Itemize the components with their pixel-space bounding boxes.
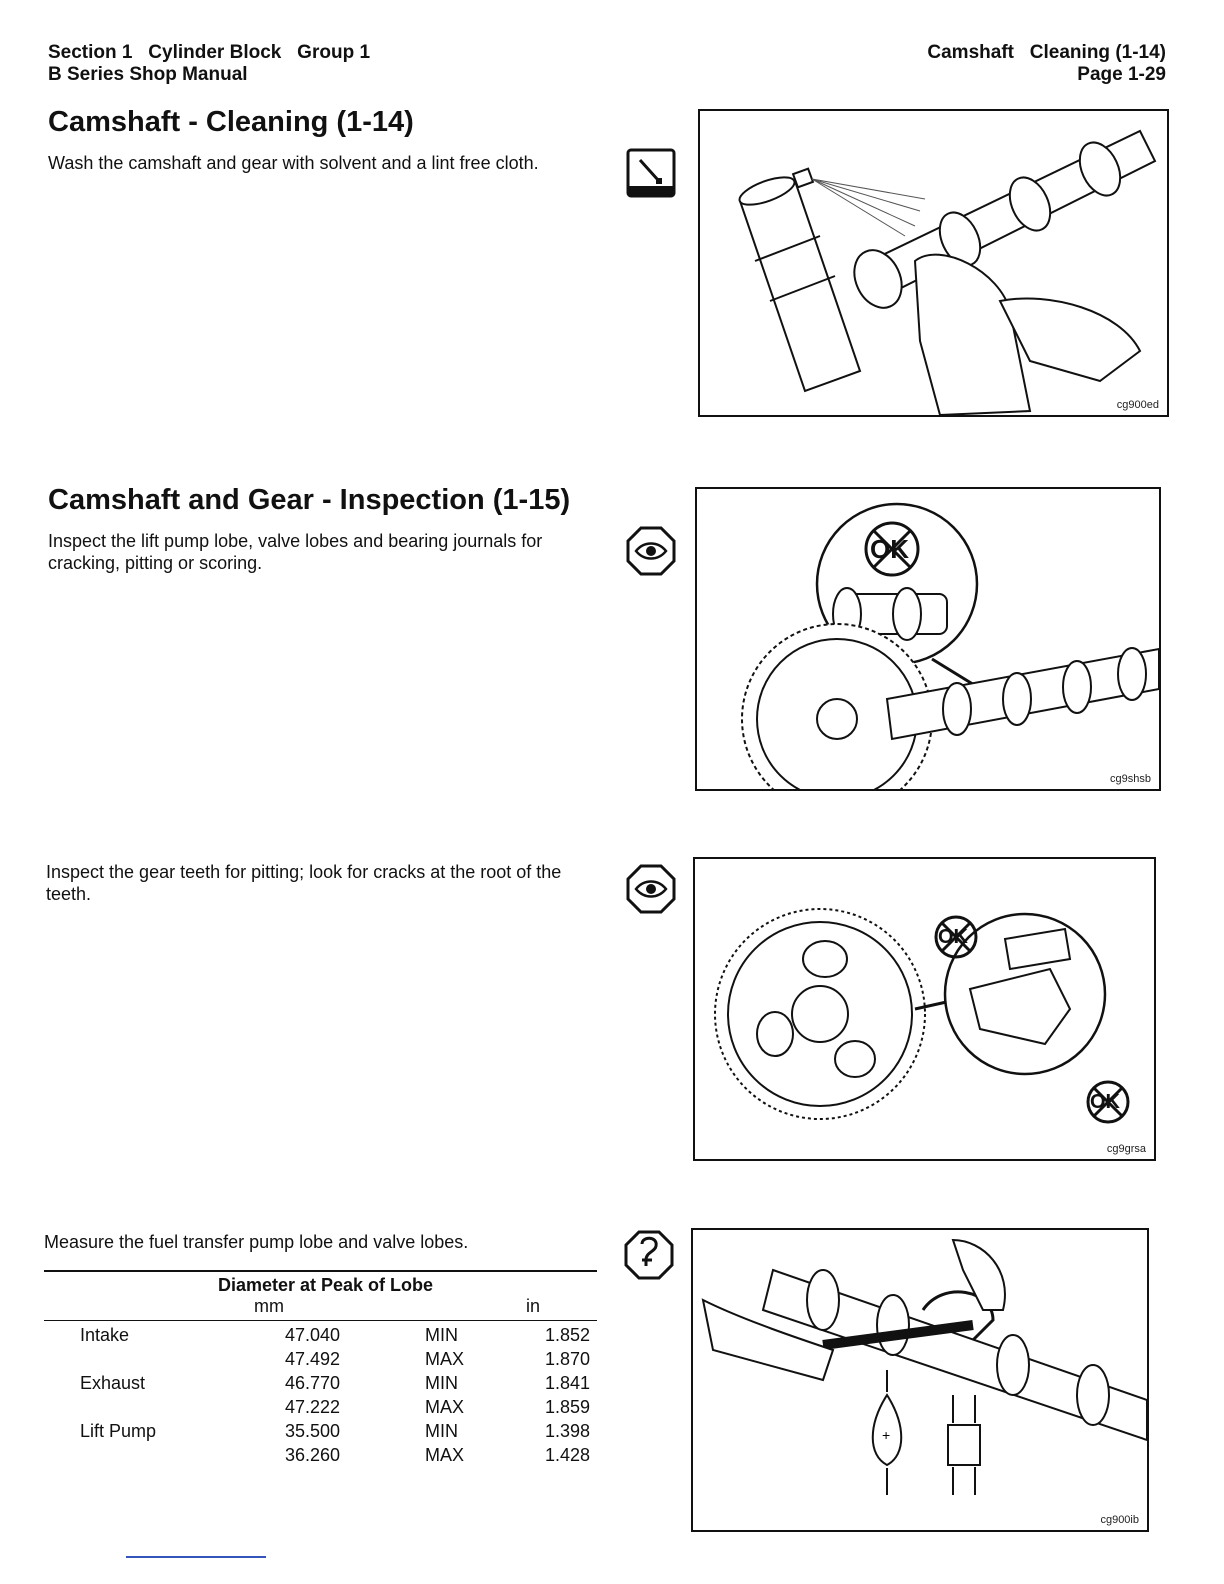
section-text-cleaning: Wash the camshaft and gear with solvent and a lint free cloth. <box>48 153 539 173</box>
row-in: 1.870 <box>545 1348 591 1369</box>
row-mm: 36.260 <box>285 1444 341 1465</box>
row-mm: 47.492 <box>285 1348 341 1369</box>
unit-mm: mm <box>254 1296 284 1316</box>
section-text-measure: Measure the fuel transfer pump lobe and valve lobes. <box>44 1232 469 1252</box>
table-row <box>44 1323 590 1347</box>
section-title-inspection: Camshaft and Gear - Inspection (1-15) <box>48 484 571 516</box>
row-label <box>44 1347 285 1371</box>
row-label: Lift Pump <box>80 1420 157 1441</box>
row-label: Intake <box>80 1324 130 1345</box>
header-manual: B Series Shop Manual <box>48 64 248 85</box>
row-in: 1.841 <box>545 1372 591 1393</box>
not-ok-label: OK <box>870 534 909 564</box>
row-label: Exhaust <box>80 1372 146 1393</box>
row-in: 1.859 <box>545 1396 591 1417</box>
not-ok-label: OK <box>938 926 968 948</box>
row-mm: 47.222 <box>285 1396 341 1417</box>
row-in: 1.852 <box>545 1324 591 1345</box>
figure-id-measure: cg900ib <box>1100 1514 1139 1526</box>
inspect-eye-icon <box>626 526 676 576</box>
row-limit: MAX <box>425 1396 465 1417</box>
header-section: Section 1 Cylinder Block Group 1 <box>48 42 371 63</box>
unit-in: in <box>526 1296 541 1316</box>
row-label <box>44 1395 285 1419</box>
not-ok-symbol <box>933 914 979 960</box>
spray-can <box>736 169 860 391</box>
spec-table-title: Diameter at Peak of Lobe <box>217 1275 434 1295</box>
row-in: 1.398 <box>545 1420 591 1441</box>
section-title-cleaning: Camshaft - Cleaning (1-14) <box>48 106 414 138</box>
inspect-eye-icon <box>626 864 676 914</box>
figure-id-gear: cg9grsa <box>1106 1143 1146 1155</box>
row-limit: MIN <box>425 1420 458 1441</box>
figure-gear-inspection <box>693 857 1156 1161</box>
table-row <box>44 1443 590 1467</box>
table-row <box>44 1419 590 1443</box>
row-limit: MAX <box>425 1444 465 1465</box>
cleaning-icon <box>626 148 676 198</box>
row-mm: 47.040 <box>285 1324 341 1345</box>
table-row <box>44 1347 590 1371</box>
svg-text:+: + <box>882 1427 891 1443</box>
figure-lobe-measure <box>691 1228 1149 1532</box>
spec-table-body <box>44 1323 590 1467</box>
table-row <box>44 1371 590 1395</box>
row-limit: MAX <box>425 1348 465 1369</box>
section-text-gear-teeth: Inspect the gear teeth for pitting; look for cracks at the root of the teeth. <box>46 862 562 904</box>
section-text-inspection: Inspect the lift pump lobe, valve lobes and bearing journals for cracking, pitting or scoring. <box>48 531 543 573</box>
row-in: 1.428 <box>545 1444 591 1465</box>
row-label <box>44 1443 285 1467</box>
figure-camshaft-inspection <box>695 487 1161 791</box>
not-ok-symbol <box>1085 1079 1131 1125</box>
footer-rule <box>126 1556 266 1558</box>
row-mm: 35.500 <box>285 1420 341 1441</box>
figure-id-inspection: cg9shsb <box>1110 773 1151 785</box>
row-limit: MIN <box>425 1324 458 1345</box>
not-ok-label: OK <box>1090 1091 1120 1113</box>
figure-id-cleaning: cg900ed <box>1116 399 1159 411</box>
spec-table <box>44 1270 597 1467</box>
row-mm: 46.770 <box>285 1372 341 1393</box>
measure-icon <box>624 1230 674 1280</box>
spec-table-units <box>44 1296 597 1321</box>
header-page: Page 1-29 <box>1077 64 1166 85</box>
figure-camshaft-cleaning <box>698 109 1169 417</box>
header-right <box>927 42 1166 86</box>
table-row <box>44 1395 590 1419</box>
header-left <box>48 42 370 86</box>
not-ok-symbol <box>862 519 922 579</box>
row-limit: MIN <box>425 1372 458 1393</box>
header-topic: Camshaft Cleaning (1-14) <box>927 42 1166 63</box>
